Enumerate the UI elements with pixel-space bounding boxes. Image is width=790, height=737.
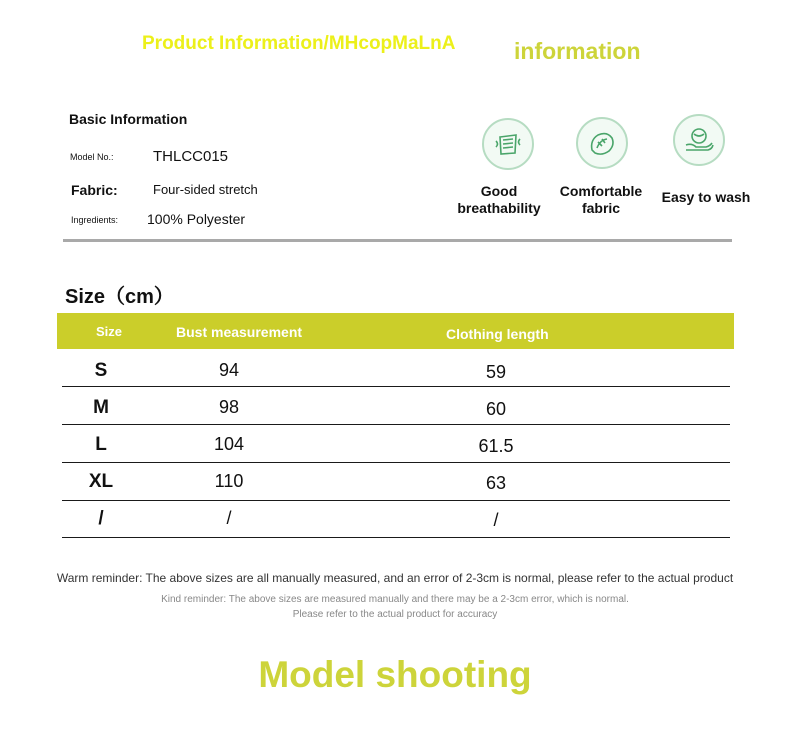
row-divider xyxy=(62,386,730,387)
cell-length: / xyxy=(493,510,499,530)
row-divider xyxy=(62,424,730,425)
feature-line1: Comfortable xyxy=(559,183,643,199)
ingredients-value: 100% Polyester xyxy=(147,211,246,227)
section-divider xyxy=(63,239,732,242)
header-length: Clothing length xyxy=(446,326,549,342)
feature-label-easy-wash xyxy=(655,189,757,206)
easy-wash-icon xyxy=(673,114,725,166)
cell-size: M xyxy=(93,397,109,418)
warm-reminder: Warm reminder: The above sizes are all manually measured, and an error of 2-3cm is normal, please refer to the actual product xyxy=(56,571,734,585)
model-label: Model No.: xyxy=(70,152,114,162)
ingredients-label: Ingredients: xyxy=(71,215,119,225)
cell-bust: 98 xyxy=(218,397,240,417)
basic-info-heading: Basic Information xyxy=(69,111,188,127)
cell-length: 59 xyxy=(485,362,507,382)
feature-breathability xyxy=(482,118,534,170)
size-title: Size（cm） xyxy=(65,286,174,308)
row-divider xyxy=(62,462,730,463)
feature-comfortable xyxy=(576,117,628,169)
cell-size: S xyxy=(94,360,108,381)
kind-reminder-line1: Kind reminder: The above sizes are measured manually and there may be a 2-3cm error, which is normal. xyxy=(161,594,629,605)
size-table-header xyxy=(57,313,734,349)
cell-bust: 110 xyxy=(214,471,244,491)
breathable-fabric-icon xyxy=(482,118,534,170)
feature-easy-wash xyxy=(673,114,725,166)
feature-label-breathability xyxy=(440,183,558,217)
cell-bust: 94 xyxy=(218,360,240,380)
feature-label-comfortable xyxy=(550,183,652,217)
cell-length: 61.5 xyxy=(478,436,514,456)
row-divider xyxy=(62,537,730,538)
cell-size: L xyxy=(95,434,107,455)
header-bust: Bust measurement xyxy=(176,324,303,340)
cell-bust: 104 xyxy=(213,434,245,454)
feature-line1: Good xyxy=(480,183,518,199)
cell-bust: / xyxy=(226,508,232,528)
cell-size: XL xyxy=(88,471,114,492)
cell-length: 60 xyxy=(485,399,507,419)
kind-reminder-line2: Please refer to the actual product for accuracy xyxy=(292,609,498,620)
cell-size: / xyxy=(98,508,104,529)
feature-line1: Easy to wash xyxy=(661,189,751,205)
section-title: information xyxy=(514,38,641,64)
cell-length: 63 xyxy=(485,473,507,493)
feature-line2: fabric xyxy=(581,200,621,216)
row-divider xyxy=(62,500,730,501)
model-value: THLCC015 xyxy=(153,148,229,165)
fabric-value: Four-sided stretch xyxy=(153,182,258,197)
model-shooting-heading: Model shooting xyxy=(258,654,532,695)
comfortable-fabric-icon xyxy=(576,117,628,169)
fabric-label: Fabric: xyxy=(71,182,118,198)
header-size: Size xyxy=(96,324,123,339)
feature-line2: breathability xyxy=(457,200,541,216)
page-title: Product Information/MHcopMaLnA xyxy=(142,33,456,54)
